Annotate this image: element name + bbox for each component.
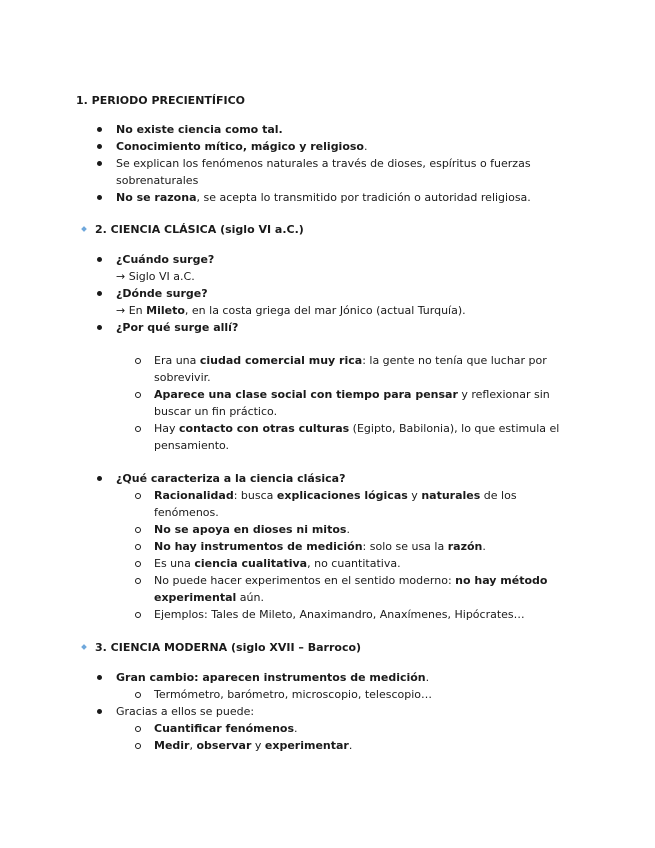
list-item: Hay contacto con otras culturas (Egipto, Babilonia), lo que estimula el <box>154 422 560 435</box>
circle-bullet-icon <box>135 544 141 550</box>
question-characteristics: ¿Qué caracteriza a la ciencia clásica? <box>116 472 346 485</box>
bullet-icon <box>97 476 102 481</box>
list-item-continuation: sobrenaturales <box>116 174 199 187</box>
circle-bullet-icon <box>135 561 141 567</box>
list-item: Ejemplos: Tales de Mileto, Anaximandro, Anaxímenes, Hipócrates… <box>154 608 525 621</box>
list-item: No hay instrumentos de medición: solo se usa la razón. <box>154 540 486 553</box>
list-item: Aparece una clase social con tiempo para pensar y reflexionar sin <box>154 388 550 401</box>
list-item: Cuantificar fenómenos. <box>154 722 298 735</box>
circle-bullet-icon <box>135 612 141 618</box>
list-item: Termómetro, barómetro, microscopio, telescopio… <box>154 688 433 701</box>
diamond-icon <box>81 644 87 650</box>
list-item-continuation: pensamiento. <box>154 439 230 452</box>
bullet-icon <box>97 195 102 200</box>
circle-bullet-icon <box>135 692 141 698</box>
answer-when: → Siglo VI a.C. <box>116 270 195 283</box>
section2-title: 2. CIENCIA CLÁSICA (siglo VI a.C.) <box>95 223 304 236</box>
bullet-icon <box>97 144 102 149</box>
list-item-continuation: experimental aún. <box>154 591 264 604</box>
list-item: Se explican los fenómenos naturales a través de dioses, espíritus o fuerzas <box>116 157 531 170</box>
bullet-icon <box>97 709 102 714</box>
list-item-continuation: fenómenos. <box>154 506 219 519</box>
diamond-icon <box>81 226 87 232</box>
list-item: Es una ciencia cualitativa, no cuantitativa. <box>154 557 401 570</box>
bullet-icon <box>97 325 102 330</box>
circle-bullet-icon <box>135 726 141 732</box>
question-why: ¿Por qué surge allí? <box>116 321 239 334</box>
list-item: Medir, observar y experimentar. <box>154 739 353 752</box>
list-item: No se apoya en dioses ni mitos. <box>154 523 350 536</box>
list-item: No existe ciencia como tal. <box>116 123 283 136</box>
section1-title: 1. PERIODO PRECIENTÍFICO <box>76 94 246 107</box>
question-when: ¿Cuándo surge? <box>116 253 215 266</box>
circle-bullet-icon <box>135 493 141 499</box>
list-item: Conocimiento mítico, mágico y religioso. <box>116 140 368 153</box>
list-item: Racionalidad: busca explicaciones lógicas y naturales de los <box>154 489 517 502</box>
bullet-icon <box>97 257 102 262</box>
circle-bullet-icon <box>135 743 141 749</box>
list-item-continuation: sobrevivir. <box>154 371 211 384</box>
circle-bullet-icon <box>135 578 141 584</box>
list-item: No puede hacer experimentos en el sentido moderno: no hay método <box>154 574 548 587</box>
question-where: ¿Dónde surge? <box>116 287 208 300</box>
section3-title: 3. CIENCIA MODERNA (siglo XVII – Barroco) <box>95 641 362 654</box>
bullet-icon <box>97 291 102 296</box>
bullet-icon <box>97 161 102 166</box>
list-item: Gran cambio: aparecen instrumentos de medición. <box>116 671 430 684</box>
list-item-continuation: buscar un fin práctico. <box>154 405 278 418</box>
circle-bullet-icon <box>135 358 141 364</box>
list-item: Era una ciudad comercial muy rica: la gente no tenía que luchar por <box>154 354 547 367</box>
circle-bullet-icon <box>135 426 141 432</box>
circle-bullet-icon <box>135 392 141 398</box>
bullet-icon <box>97 127 102 132</box>
answer-where: → En Mileto, en la costa griega del mar Jónico (actual Turquía). <box>116 304 466 317</box>
circle-bullet-icon <box>135 527 141 533</box>
list-item: Gracias a ellos se puede: <box>116 705 255 718</box>
list-item: No se razona, se acepta lo transmitido por tradición o autoridad religiosa. <box>116 191 531 204</box>
bullet-icon <box>97 675 102 680</box>
